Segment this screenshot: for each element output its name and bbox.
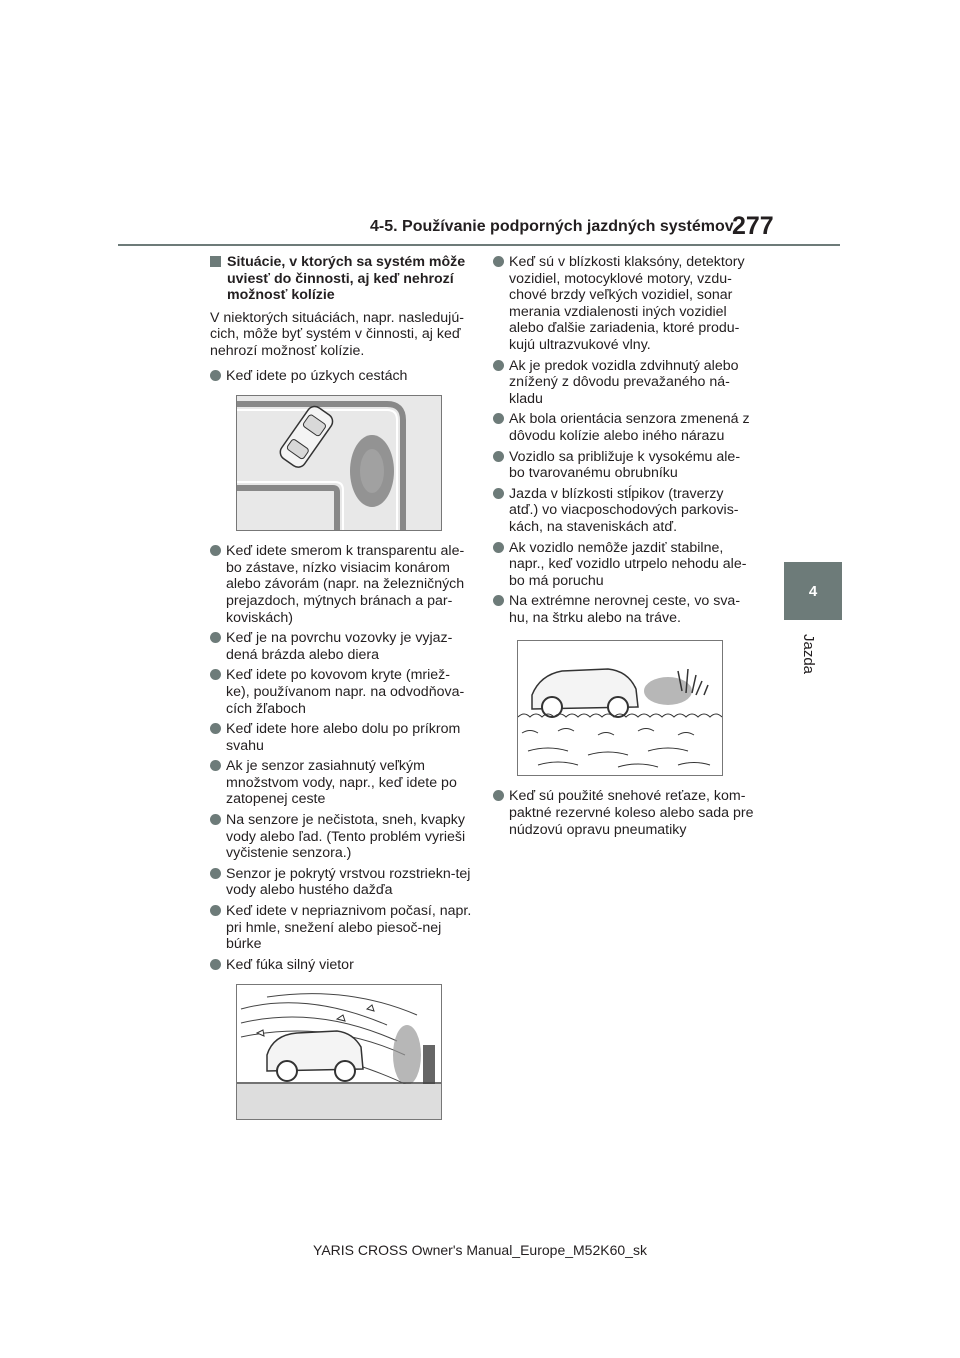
chapter-tab[interactable] (784, 562, 842, 620)
bullet-icon (493, 542, 504, 553)
list-item: Na extrémne nerovnej ceste, vo sva-hu, na štrku alebo na tráve. (493, 593, 755, 626)
list-item: Vozidlo sa približuje k vysokému ale-bo tvarovanému obrubníku (493, 449, 755, 482)
bullet-icon (210, 959, 221, 970)
list-item: Ak bola orientácia senzora zmenená z dôvodu kolízie alebo iného nárazu (493, 411, 755, 444)
bullet-icon (210, 370, 221, 381)
list-item: Keď idete hore alebo dolu po príkrom svahu (210, 721, 472, 754)
list-item: Keď sú v blízkosti klaksóny, detektory vozidiel, motocyklové motory, vzdu-chové brzdy veľkých vozidiel, sonar merania vzdialenosti iných vozidiel alebo ďalšie zariadenia, ktoré produ-kujú ultrazvukové vlny. (493, 254, 755, 354)
bullet-icon (210, 814, 221, 825)
list-item: Keď idete smerom k transparentu ale-bo zástave, nízko visiacim konárom alebo závorám (napr. na železničných prejazdoch, mýtnych bránach a par-koviskách) (210, 543, 472, 626)
bullet-icon (493, 595, 504, 606)
list-item: Keď idete v nepriaznivom počasí, napr. pri hmle, snežení alebo piesoč-nej búrke (210, 903, 472, 953)
left-column (210, 254, 472, 1132)
list-item: Keď sú použité snehové reťaze, kom-paktné rezervné koleso alebo sada pre núdzovú opravu pneumatiky (493, 788, 755, 838)
strong-wind-svg (237, 985, 441, 1119)
left-bullet-list (210, 543, 472, 973)
bullet-icon (493, 451, 504, 462)
bullet-icon (493, 413, 504, 424)
bullet-icon (493, 256, 504, 267)
bullet-icon (210, 723, 221, 734)
list-item: Senzor je pokrytý vrstvou rozstriekn-tej vody alebo hustého dažďa (210, 866, 472, 899)
list-item: Keď je na povrchu vozovky je vyjaz-dená brázda alebo diera (210, 630, 472, 663)
list-item: Keď fúka silný vietor (210, 957, 472, 974)
bullet-icon (210, 905, 221, 916)
strong-wind-illustration (236, 984, 442, 1120)
section-heading: Situácie, v ktorých sa systém môže uviesť do činnosti, aj keď nehrozí možnosť kolízie (210, 254, 472, 304)
list-item: Ak je predok vozidla zdvihnutý alebo znížený z dôvodu prevažaného ná-kladu (493, 358, 755, 408)
bullet-icon (210, 868, 221, 879)
rough-road-svg (518, 641, 722, 775)
bullet-icon (493, 790, 504, 801)
intro-paragraph: V niektorých situáciách, napr. nasledujú-cich, môže byť systém v činnosti, aj keď nehrozí možnosť kolízie. (210, 309, 464, 359)
bullet-icon (210, 760, 221, 771)
right-bullet-list (493, 254, 755, 626)
list-item: Jazda v blízkosti stĺpikov (traverzy atď.) vo viacposchodových parkovis-kách, na staveniskách atď. (493, 486, 755, 536)
section-title: 4-5. Používanie podporných jazdných systémov (370, 218, 734, 235)
bullet-icon (493, 488, 504, 499)
rough-road-illustration (517, 640, 723, 776)
page-number: 277 (732, 212, 774, 240)
bullet-icon (210, 669, 221, 680)
bullet-icon (210, 545, 221, 556)
list-item: Na senzore je nečistota, sneh, kvapky vody alebo ľad. (Tento problém vyrieši vyčistenie senzora.) (210, 812, 472, 862)
chapter-label: Jazda (800, 634, 817, 675)
narrow-road-svg (237, 396, 441, 530)
footer-text: YARIS CROSS Owner's Manual_Europe_M52K60_sk (313, 1242, 647, 1258)
list-item: Keď idete po úzkych cestách (210, 368, 472, 385)
header-rule (118, 244, 840, 246)
bullet-icon (493, 360, 504, 371)
right-column (493, 254, 755, 842)
list-item: Ak je senzor zasiahnutý veľkým množstvom vody, napr., keď idete po zatopenej ceste (210, 758, 472, 808)
square-bullet-icon (210, 256, 221, 267)
chapter-number: 4 (808, 582, 818, 600)
narrow-road-illustration (236, 395, 442, 531)
list-item: Ak vozidlo nemôže jazdiť stabilne, napr., keď vozidlo utrpelo nehodu ale-bo má poruchu (493, 540, 755, 590)
bullet-icon (210, 632, 221, 643)
list-item: Keď idete po kovovom kryte (mriež-ke), používanom napr. na odvodňova-cích žľaboch (210, 667, 472, 717)
